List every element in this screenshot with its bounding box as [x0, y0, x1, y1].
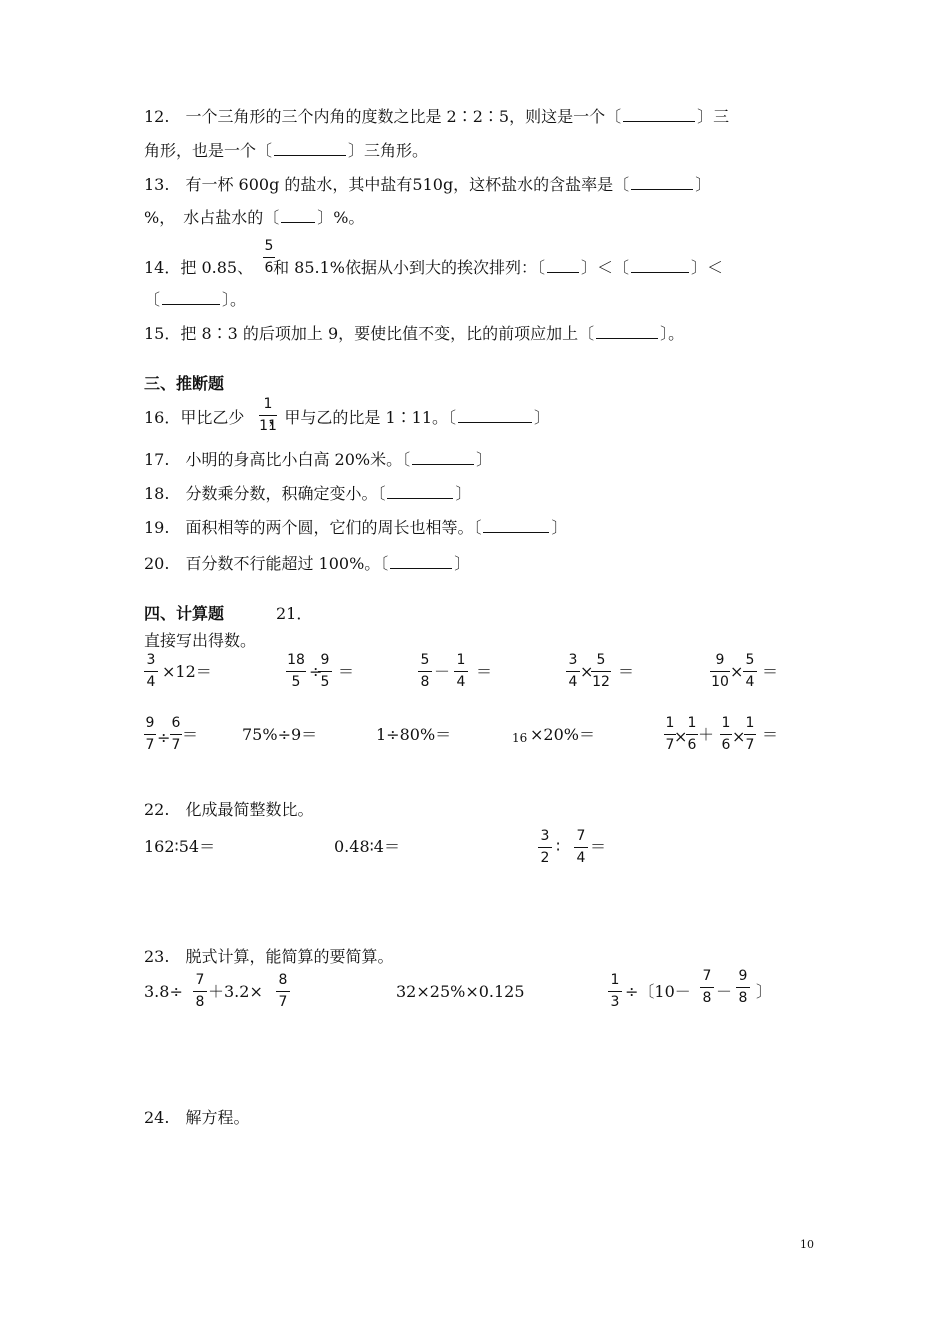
fraction: 3 4 [566, 652, 580, 690]
answer-blank[interactable] [483, 518, 549, 533]
page-number: 10 [800, 1238, 814, 1251]
operator: － [716, 982, 733, 1001]
question-14-line1: 14．把 0.85、 和 85.1%依据从小到大的挨次排列：〔 〕＜〔 〕＜ [144, 258, 724, 277]
operator: ×12＝ [162, 662, 212, 681]
answer-blank[interactable] [596, 324, 658, 339]
operator: ＝ [338, 662, 355, 681]
fraction: 5 12 [592, 652, 610, 690]
question-13-line2: %， 水占盐水的〔 〕%。 [144, 208, 365, 227]
answer-blank[interactable] [387, 484, 453, 499]
question-21-instruction: 直接写出得数。 [144, 631, 257, 650]
section-3-title: 三、推断题 [144, 374, 225, 393]
operator: ＝ [476, 662, 493, 681]
operator: ＝ [182, 725, 199, 744]
fraction: 7 8 [193, 972, 207, 1010]
operator: 〕 [756, 982, 773, 1001]
answer-blank[interactable] [274, 141, 346, 156]
fraction-1-11: 1 11 [259, 396, 277, 434]
section-4-title: 四、计算题 [144, 604, 225, 623]
operator: ＋ [698, 725, 715, 744]
question-12-line1: 12. 一个三角形的三个内角的度数之比是 2∶2∶5，则这是一个〔 〕三 [144, 107, 730, 126]
fraction: 1 7 [745, 715, 755, 753]
expression: 0.48∶4＝ [334, 837, 400, 856]
fraction: 9 8 [736, 968, 750, 1006]
fraction: 5 8 [418, 652, 432, 690]
answer-blank[interactable] [390, 554, 452, 569]
fraction: 5 4 [743, 652, 757, 690]
expression: 32×25%×0.125 [396, 982, 525, 1001]
fraction: 1 6 [687, 715, 697, 753]
fraction: 1 7 [665, 715, 675, 753]
question-23-title: 23. 脱式计算，能简算的要简算。 [144, 947, 394, 966]
expression-part: ÷〔10－ [625, 982, 691, 1001]
fraction: 3 2 [538, 828, 552, 866]
fraction: 8 7 [276, 972, 290, 1010]
operator: × [732, 727, 746, 746]
operator: ÷ [309, 662, 323, 681]
fraction: 1 3 [608, 972, 622, 1010]
fraction: 18 5 [287, 652, 305, 690]
question-20: 20. 百分数不行能超过 100%。〔 〕 [144, 554, 471, 573]
fraction: 9 7 [145, 715, 155, 753]
operator: ÷ [157, 728, 171, 747]
question-21-number: 21． [276, 604, 313, 623]
answer-blank[interactable] [631, 175, 693, 190]
operator: × [730, 662, 744, 681]
expression-part: ＋3.2× [208, 982, 263, 1001]
expression: 75%÷9＝ [242, 725, 318, 744]
operator: － [434, 662, 451, 681]
expression: 162∶54＝ [144, 837, 216, 856]
question-22-title: 22. 化成最简整数比。 [144, 800, 314, 819]
fraction: 7 8 [700, 968, 714, 1006]
operator: ＝ [590, 837, 607, 856]
answer-blank[interactable] [458, 408, 532, 423]
question-12-line2: 角形，也是一个〔 〕三角形。 [144, 141, 429, 160]
question-15: 15．把 8∶3 的后项加上 9，要使比值不变，比的前项应加上〔 〕。 [144, 324, 685, 343]
expression-number: 16 [512, 731, 528, 745]
operator: × [674, 727, 688, 746]
answer-blank[interactable] [547, 258, 579, 273]
question-18: 18. 分数乘分数，积确定变小。〔 〕 [144, 484, 472, 503]
answer-blank[interactable] [631, 258, 689, 273]
expression-part: 3.8÷ [144, 982, 183, 1001]
operator: × [580, 662, 594, 681]
question-13-line1: 13. 有一杯 600g 的盐水，其中盐有510g，这杯盐水的含盐率是〔 〕 [144, 175, 712, 194]
answer-blank[interactable] [412, 450, 474, 465]
answer-blank[interactable] [623, 107, 695, 122]
question-17: 17. 小明的身高比小白高 20%米。〔 〕 [144, 450, 493, 469]
operator: ∶ [556, 837, 561, 856]
expression: ×20%＝ [530, 725, 595, 744]
fraction: 1 6 [721, 715, 731, 753]
question-14-line2: 〔 〕。 [144, 290, 247, 309]
operator: ＝ [762, 725, 779, 744]
operator: ＝ [618, 662, 635, 681]
fraction: 7 4 [574, 828, 588, 866]
fraction: 9 5 [318, 652, 332, 690]
expression: 1÷80%＝ [376, 725, 452, 744]
fraction: 9 10 [711, 652, 729, 690]
answer-blank[interactable] [162, 290, 220, 305]
fraction: 1 4 [454, 652, 468, 690]
operator: ＝ [762, 662, 779, 681]
fraction-5-6: 5 6 [264, 238, 274, 276]
fraction: 3 4 [144, 652, 158, 690]
fraction: 6 7 [171, 715, 181, 753]
question-24-title: 24. 解方程。 [144, 1108, 250, 1127]
answer-blank[interactable] [281, 208, 315, 223]
question-19: 19. 面积相等的两个圆，它们的周长也相等。〔 〕 [144, 518, 568, 537]
question-16: 16．甲比乙少 ，甲与乙的比是 1∶11。〔 〕 [144, 408, 551, 427]
